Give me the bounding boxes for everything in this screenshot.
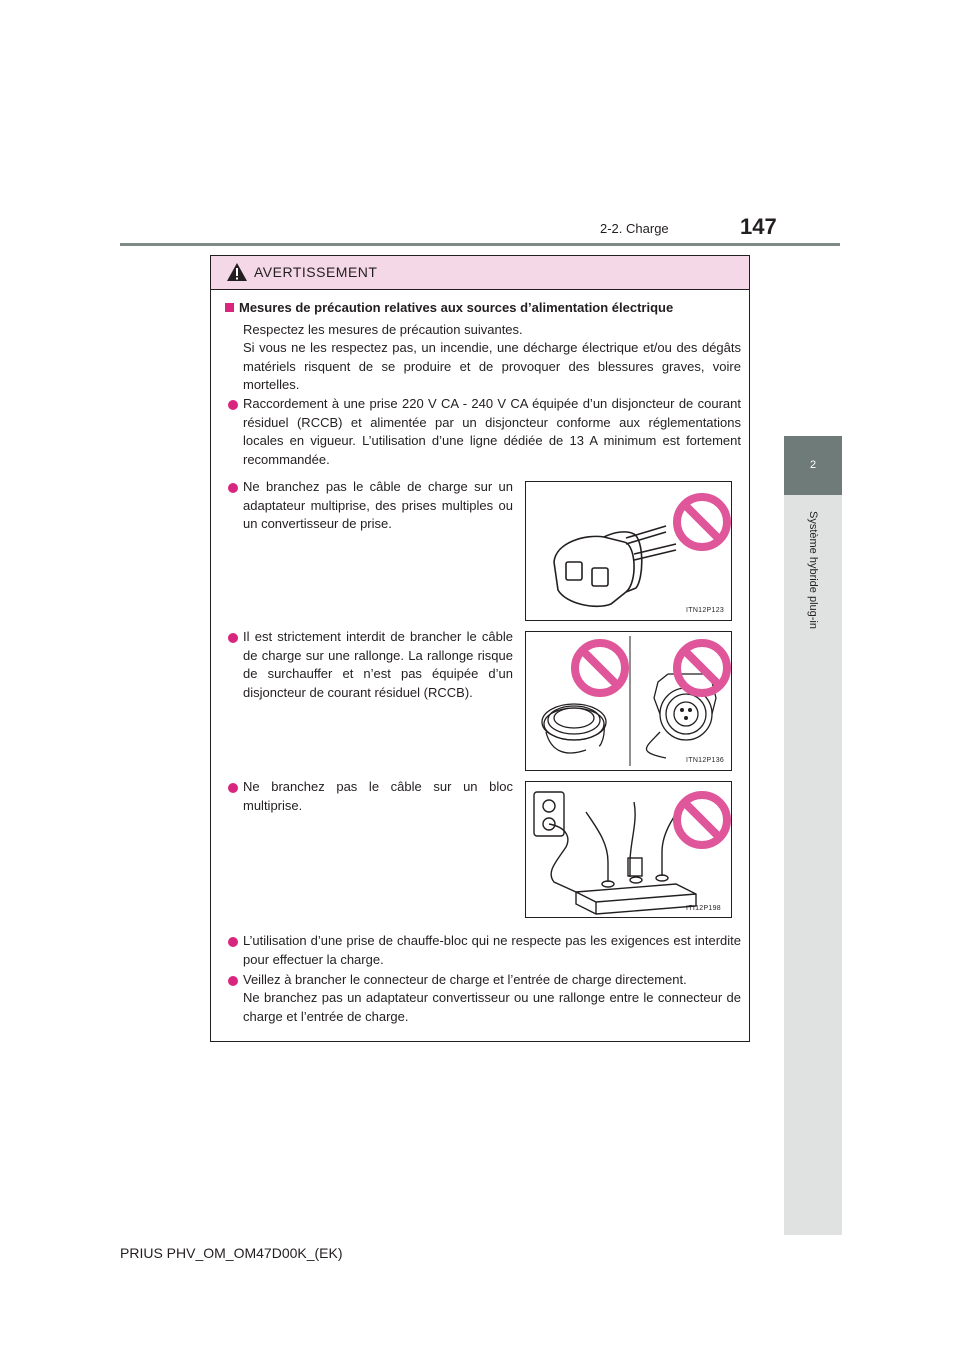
figure-power-strip [525, 781, 732, 918]
warning-title: AVERTISSEMENT [254, 264, 378, 280]
figure-code: ITN12P123 [686, 607, 725, 614]
figure-code: ITN12P136 [686, 757, 725, 764]
warning-heading [225, 299, 740, 318]
bullet-icon [228, 400, 238, 410]
prohibited-icon [677, 497, 727, 547]
intro-line-1: Respectez les mesures de précaution suivantes. [243, 322, 523, 337]
prohibited-icon [677, 795, 727, 845]
document-footer: PRIUS PHV_OM_OM47D00K_(EK) [120, 1245, 343, 1261]
power-strip-illustration [526, 782, 731, 917]
figure-extension-cord [525, 631, 732, 771]
bullet-text-3: Il est strictement interdit de brancher le câble de charge sur une rallonge. La rallonge risque de surchauffer et n’est pas équipée d’un disjoncteur de courant résiduel (RCCB). [243, 629, 513, 700]
chapter-label: Système hybride plug-in [807, 510, 819, 630]
prohibited-icon [575, 643, 625, 693]
bullet-icon [228, 783, 238, 793]
bullet-text-7: Ne branchez pas un adaptateur convertisseur ou une rallonge entre le connecteur de charge et l’entrée de charge. [243, 990, 741, 1024]
figure-adapter [525, 481, 732, 621]
bullet-text-2: Ne branchez pas le câble de charge sur un adaptateur multiprise, des prises multiples ou un convertisseur de prise. [243, 479, 513, 531]
header-divider [120, 243, 840, 246]
chapter-tab: 2 [784, 436, 842, 495]
bullet-text-5: L’utilisation d’une prise de chauffe-bloc qui ne respecte pas les exigences est interdite pour effectuer la charge. [243, 933, 741, 967]
bullet-icon [228, 633, 238, 643]
bullet-icon [228, 937, 238, 947]
figure-code: ITI12P198 [686, 905, 721, 912]
bullet-text-1: Raccordement à une prise 220 V CA - 240 V CA équipée d’un disjoncteur de courant résiduel (RCCB) et alimentée par un disjoncteur conforme aux réglementations locales en vigueur. L’utilisation d’une ligne dédiée de 13 A minimum est fortement recommandée. [243, 396, 741, 467]
page-number: 147 [740, 214, 777, 239]
prohibited-icon [677, 643, 727, 693]
bullet-text-6: Veillez à brancher le connecteur de charge et l’entrée de charge directement. [243, 972, 687, 987]
section-title: 2-2. Charge [600, 221, 669, 236]
bullet-icon [228, 976, 238, 986]
warning-heading-text: Mesures de précaution relatives aux sources d’alimentation électrique [239, 300, 674, 315]
bullet-text-4: Ne branchez pas le câble sur un bloc multiprise. [243, 779, 513, 813]
warning-header [211, 256, 749, 290]
adapter-illustration [526, 482, 731, 620]
intro-line-2: Si vous ne les respectez pas, un incendie, une décharge électrique et/ou des dégâts matériels risquent de se produire et de provoquer des blessures graves, voire mortelles. [243, 340, 741, 392]
warning-triangle-icon [226, 262, 248, 282]
square-bullet-icon [225, 303, 234, 312]
bullet-icon [228, 483, 238, 493]
extension-cord-illustration [526, 632, 731, 770]
